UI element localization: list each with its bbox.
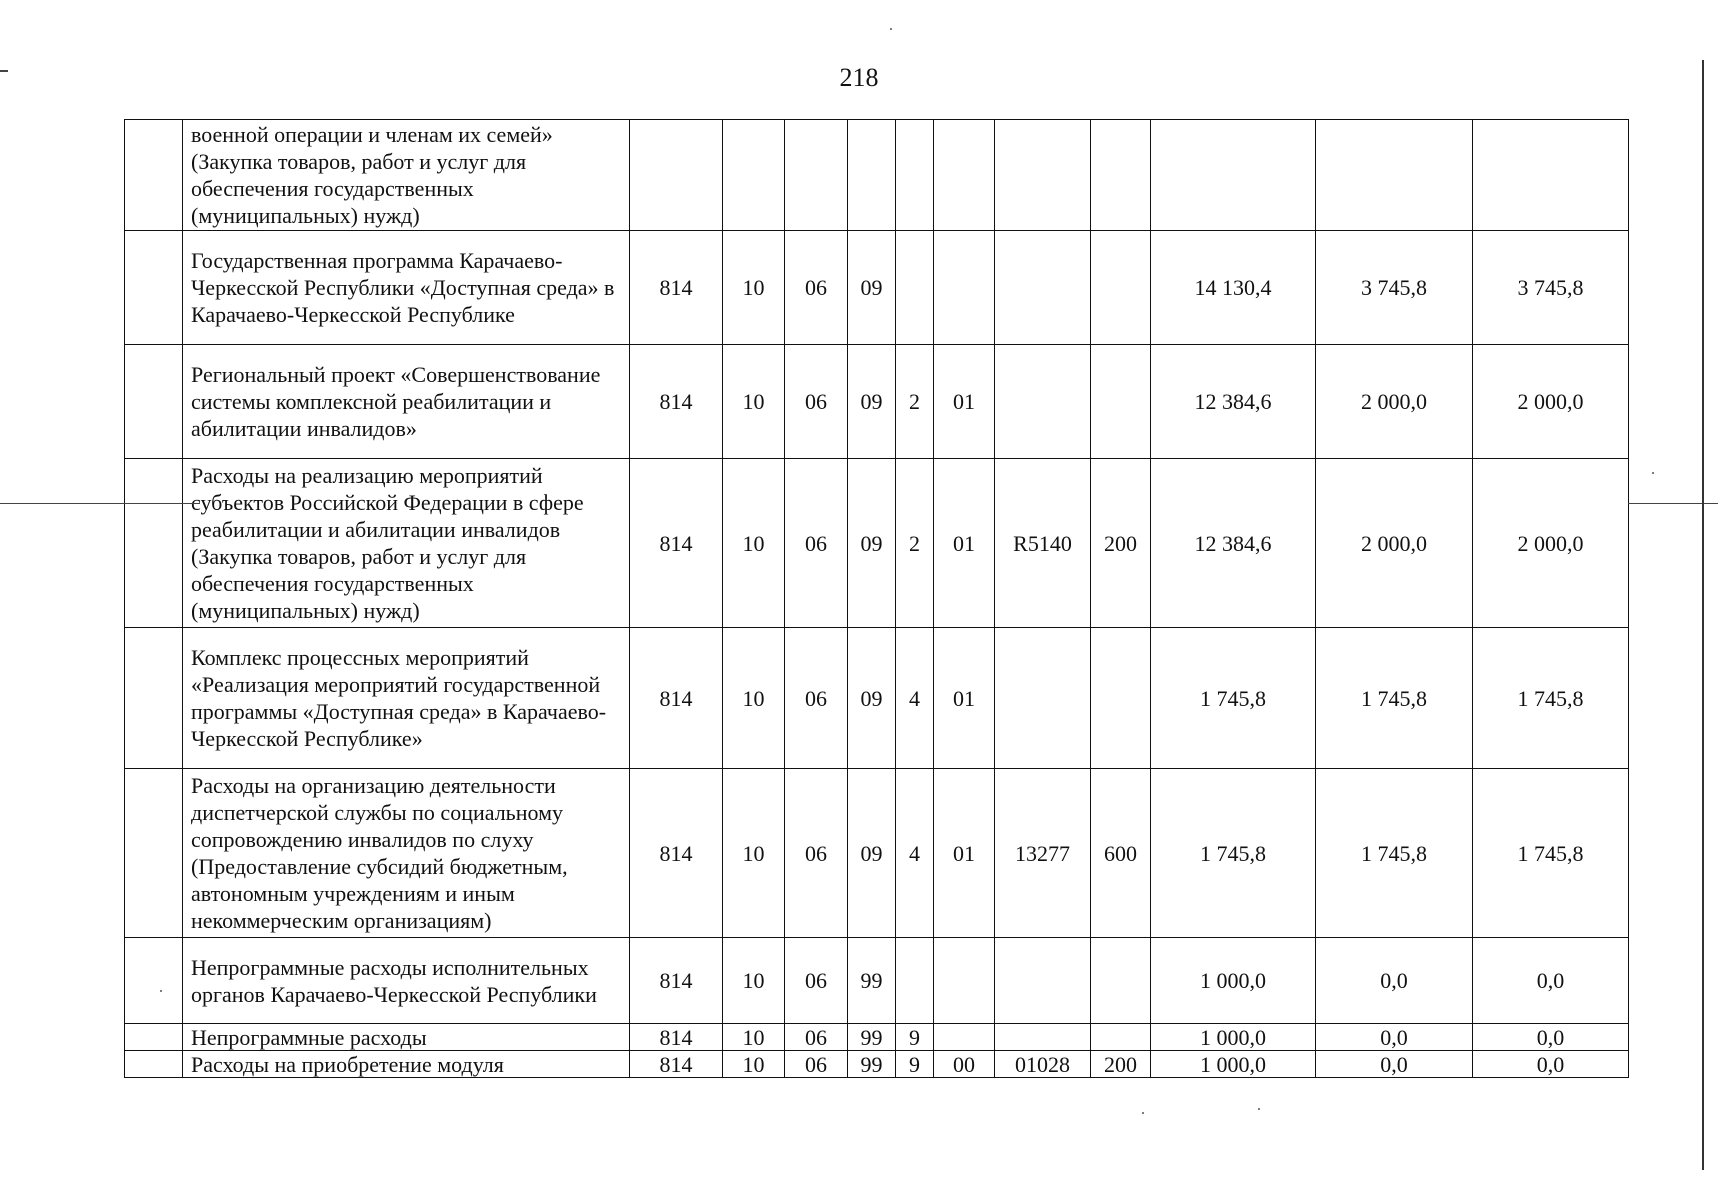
row-number-cell xyxy=(125,769,183,938)
row-name: Региональный проект «Совершенствование системы комплексной реабилитации и абилитации инвалидов» xyxy=(183,345,630,459)
expense-type-code xyxy=(1091,120,1151,231)
sum-year-2: 0,0 xyxy=(1316,1051,1473,1078)
scan-line-left xyxy=(0,503,200,504)
section-code: 10 xyxy=(723,628,785,769)
subsection-code: 06 xyxy=(785,1051,848,1078)
sum-year-1: 14 130,4 xyxy=(1151,231,1316,345)
section-code: 10 xyxy=(723,345,785,459)
sum-year-1: 1 000,0 xyxy=(1151,1051,1316,1078)
direction-code: 01028 xyxy=(995,1051,1091,1078)
table-row xyxy=(125,628,1629,769)
program-code: 99 xyxy=(848,1051,896,1078)
sum-year-2: 3 745,8 xyxy=(1316,231,1473,345)
row-number-cell xyxy=(125,628,183,769)
program-code: 09 xyxy=(848,769,896,938)
subsection-code: 06 xyxy=(785,769,848,938)
row-number-cell xyxy=(125,120,183,231)
subsection-code: 06 xyxy=(785,231,848,345)
subsection-code: 06 xyxy=(785,938,848,1024)
sum-year-3: 2 000,0 xyxy=(1473,459,1629,628)
direction-code xyxy=(995,231,1091,345)
direction-code xyxy=(995,938,1091,1024)
scan-speck xyxy=(1652,472,1654,474)
sum-year-1: 12 384,6 xyxy=(1151,459,1316,628)
sum-year-3: 0,0 xyxy=(1473,938,1629,1024)
row-name: Комплекс процессных мероприятий «Реализация мероприятий государственной программы «Доступная среда» в Карачаево-Черкесской Республике» xyxy=(183,628,630,769)
table-row xyxy=(125,120,1629,231)
program-code: 99 xyxy=(848,938,896,1024)
sum-year-3: 1 745,8 xyxy=(1473,769,1629,938)
expense-type-code xyxy=(1091,345,1151,459)
scan-speck xyxy=(160,990,162,992)
section-code: 10 xyxy=(723,938,785,1024)
row-number-cell xyxy=(125,1051,183,1078)
ministry-code: 814 xyxy=(630,1024,723,1051)
type-code xyxy=(896,231,934,345)
direction-code: 13277 xyxy=(995,769,1091,938)
event-code xyxy=(934,1024,995,1051)
row-name: Расходы на организацию деятельности диспетчерской службы по социальному сопровождению инвалидов по слуху (Предоставление субсидий бюджетным, автономным учреждениям и иным некоммерческим организациям) xyxy=(183,769,630,938)
page-number: 218 xyxy=(839,63,879,92)
sum-year-2 xyxy=(1316,120,1473,231)
type-code: 9 xyxy=(896,1024,934,1051)
sum-year-1: 1 745,8 xyxy=(1151,628,1316,769)
ministry-code: 814 xyxy=(630,459,723,628)
sum-year-3: 0,0 xyxy=(1473,1024,1629,1051)
sum-year-3 xyxy=(1473,120,1629,231)
expense-type-code: 200 xyxy=(1091,459,1151,628)
sum-year-2: 2 000,0 xyxy=(1316,345,1473,459)
scan-speck xyxy=(890,28,892,30)
program-code: 09 xyxy=(848,459,896,628)
sum-year-1 xyxy=(1151,120,1316,231)
row-name: военной операции и членам их семей» (Закупка товаров, работ и услуг для обеспечения государственных (муниципальных) нужд) xyxy=(183,120,630,231)
event-code xyxy=(934,938,995,1024)
program-code: 09 xyxy=(848,231,896,345)
sum-year-1: 1 000,0 xyxy=(1151,1024,1316,1051)
budget-table xyxy=(124,119,1629,1078)
ministry-code: 814 xyxy=(630,231,723,345)
sum-year-3: 1 745,8 xyxy=(1473,628,1629,769)
event-code: 01 xyxy=(934,628,995,769)
section-code: 10 xyxy=(723,459,785,628)
direction-code xyxy=(995,120,1091,231)
direction-code xyxy=(995,1024,1091,1051)
row-name: Расходы на приобретение модуля xyxy=(183,1051,630,1078)
sum-year-3: 3 745,8 xyxy=(1473,231,1629,345)
row-name: Непрограммные расходы исполнительных органов Карачаево-Черкесской Республики xyxy=(183,938,630,1024)
expense-type-code xyxy=(1091,1024,1151,1051)
direction-code xyxy=(995,628,1091,769)
sum-year-2: 2 000,0 xyxy=(1316,459,1473,628)
row-number-cell xyxy=(125,459,183,628)
ministry-code: 814 xyxy=(630,1051,723,1078)
scan-mark-top-left xyxy=(0,70,8,72)
section-code: 10 xyxy=(723,1024,785,1051)
row-number-cell xyxy=(125,231,183,345)
program-code xyxy=(848,120,896,231)
table-row xyxy=(125,1051,1629,1078)
ministry-code: 814 xyxy=(630,628,723,769)
sum-year-3: 2 000,0 xyxy=(1473,345,1629,459)
ministry-code: 814 xyxy=(630,345,723,459)
scan-speck xyxy=(1258,1108,1260,1110)
expense-type-code: 600 xyxy=(1091,769,1151,938)
table-row xyxy=(125,938,1629,1024)
subsection-code xyxy=(785,120,848,231)
type-code: 2 xyxy=(896,345,934,459)
type-code: 2 xyxy=(896,459,934,628)
expense-type-code xyxy=(1091,628,1151,769)
row-name: Расходы на реализацию мероприятий субъектов Российской Федерации в сфере реабилитации и абилитации инвалидов (Закупка товаров, работ и услуг для обеспечения государственных (муниципальных) нужд) xyxy=(183,459,630,628)
ministry-code xyxy=(630,120,723,231)
table-row xyxy=(125,459,1629,628)
sum-year-2: 1 745,8 xyxy=(1316,769,1473,938)
scan-edge-right xyxy=(1702,60,1704,1170)
row-number-cell xyxy=(125,345,183,459)
event-code xyxy=(934,231,995,345)
ministry-code: 814 xyxy=(630,938,723,1024)
sum-year-1: 1 000,0 xyxy=(1151,938,1316,1024)
sum-year-2: 0,0 xyxy=(1316,1024,1473,1051)
sum-year-1: 12 384,6 xyxy=(1151,345,1316,459)
event-code: 01 xyxy=(934,769,995,938)
event-code: 01 xyxy=(934,459,995,628)
direction-code: R5140 xyxy=(995,459,1091,628)
sum-year-2: 0,0 xyxy=(1316,938,1473,1024)
subsection-code: 06 xyxy=(785,628,848,769)
event-code: 01 xyxy=(934,345,995,459)
row-number-cell xyxy=(125,1024,183,1051)
scan-line-right xyxy=(1628,503,1718,504)
scan-speck xyxy=(1142,1112,1144,1114)
table-row xyxy=(125,1024,1629,1051)
table-row xyxy=(125,345,1629,459)
row-name: Непрограммные расходы xyxy=(183,1024,630,1051)
event-code: 00 xyxy=(934,1051,995,1078)
program-code: 99 xyxy=(848,1024,896,1051)
program-code: 09 xyxy=(848,628,896,769)
type-code xyxy=(896,938,934,1024)
event-code xyxy=(934,120,995,231)
direction-code xyxy=(995,345,1091,459)
sum-year-2: 1 745,8 xyxy=(1316,628,1473,769)
type-code: 4 xyxy=(896,628,934,769)
row-number-cell xyxy=(125,938,183,1024)
section-code: 10 xyxy=(723,231,785,345)
ministry-code: 814 xyxy=(630,769,723,938)
expense-type-code xyxy=(1091,231,1151,345)
table-row xyxy=(125,231,1629,345)
section-code: 10 xyxy=(723,1051,785,1078)
row-name: Государственная программа Карачаево-Черкесской Республики «Доступная среда» в Карачаево-Черкесской Республике xyxy=(183,231,630,345)
section-code: 10 xyxy=(723,769,785,938)
subsection-code: 06 xyxy=(785,459,848,628)
sum-year-1: 1 745,8 xyxy=(1151,769,1316,938)
type-code xyxy=(896,120,934,231)
expense-type-code: 200 xyxy=(1091,1051,1151,1078)
table-row xyxy=(125,769,1629,938)
expense-type-code xyxy=(1091,938,1151,1024)
subsection-code: 06 xyxy=(785,1024,848,1051)
program-code: 09 xyxy=(848,345,896,459)
sum-year-3: 0,0 xyxy=(1473,1051,1629,1078)
type-code: 4 xyxy=(896,769,934,938)
section-code xyxy=(723,120,785,231)
subsection-code: 06 xyxy=(785,345,848,459)
type-code: 9 xyxy=(896,1051,934,1078)
